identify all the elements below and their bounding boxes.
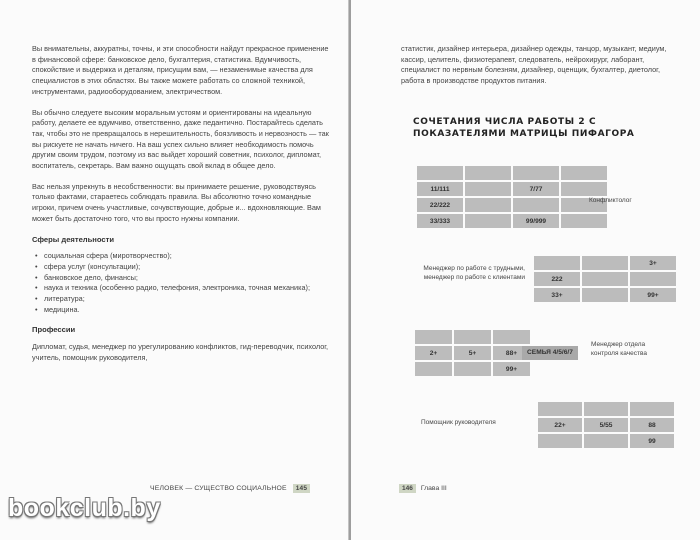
table-cell xyxy=(561,182,607,196)
spheres-list xyxy=(32,251,332,315)
list-item: • социальная сфера (миротворчество); xyxy=(44,251,332,262)
spheres-title: Сферы деятельности xyxy=(32,234,115,244)
table-cell: 5/55 xyxy=(584,418,628,432)
table-cell: 99 xyxy=(630,434,674,448)
table-cell: 99/999 xyxy=(513,214,559,228)
matrix-table-2 xyxy=(532,254,678,304)
table-3-caption: Менеджер отдела контроля качества xyxy=(591,341,647,357)
watermark: bookclub.by xyxy=(8,494,161,522)
table-cell xyxy=(582,288,628,302)
table-cell: 222 xyxy=(534,272,580,286)
page-number: 145 xyxy=(293,484,310,493)
table-cell xyxy=(465,166,511,180)
table-cell: 99+ xyxy=(493,362,530,376)
table-cell xyxy=(582,256,628,270)
table-cell xyxy=(454,330,491,344)
table-cell: 88 xyxy=(630,418,674,432)
table-cell xyxy=(561,166,607,180)
table-cell: 2+ xyxy=(415,346,452,360)
table-cell xyxy=(538,402,582,416)
table-cell: 33+ xyxy=(534,288,580,302)
list-item: • наука и техника (особенно радио, телефония, электроника, точная механика); xyxy=(44,283,332,294)
table-cell: 3+ xyxy=(630,256,676,270)
table-cell xyxy=(513,198,559,212)
left-footer xyxy=(150,484,310,493)
table-cell xyxy=(584,434,628,448)
table-cell xyxy=(534,256,580,270)
table-cell: 22+ xyxy=(538,418,582,432)
table-cell xyxy=(465,182,511,196)
table-cell xyxy=(561,214,607,228)
matrix-table-3 xyxy=(413,328,532,378)
list-item: • медицина. xyxy=(44,305,332,316)
table-cell: 11/111 xyxy=(417,182,463,196)
table-cell: 22/222 xyxy=(417,198,463,212)
table-cell xyxy=(415,362,452,376)
table-cell: 5+ xyxy=(454,346,491,360)
table-cell xyxy=(584,402,628,416)
paragraph-1: Вы внимательны, аккуратны, точны, и эти способности найдут прекрасное применение в финансовой сфере: банковское дело, бухгалтерия, статистика. Вдумчивость, спокойствие и выдержка и деталям, присущим вам, — незаменимые качества для специалистов в этих областях. Вы также можете работать со сложной техникой, инструментами, радиооборудованием, электричеством. xyxy=(32,44,329,96)
table-cell xyxy=(582,272,628,286)
table-cell xyxy=(465,214,511,228)
table-2-caption: Менеджер по работе с трудными, менеджер по работе с клиентами xyxy=(423,265,525,281)
matrix-table-1 xyxy=(415,164,609,230)
table-1-caption: Конфликтолог xyxy=(589,197,632,204)
left-page-body xyxy=(32,44,332,374)
right-footer xyxy=(399,484,447,493)
table-cell xyxy=(513,166,559,180)
table-cell xyxy=(630,272,676,286)
table-cell: 33/333 xyxy=(417,214,463,228)
paragraph-3: Вас нельзя упрекнуть в несобственности: вы принимаете решение, руководствуясь только фактами, стараетесь соблюдать правила. Вы абсолютно точно командные игроки, причем очень участливые, сочувствующие, добрые и... вдохновляющие. Вам может быть достаточно того, что вы просто нужны компании. xyxy=(32,181,321,223)
professions-text: Дипломат, судья, менеджер по урегулированию конфликтов, гид-переводчик, психолог, учитель, помощник руководителя, xyxy=(32,342,329,362)
table-cell: 99+ xyxy=(630,288,676,302)
list-item: • литература; xyxy=(44,294,332,305)
running-head: Глава III xyxy=(420,485,447,492)
page-number: 146 xyxy=(399,484,416,493)
table-4-caption: Помощник руководителя xyxy=(421,419,496,426)
table-cell xyxy=(417,166,463,180)
running-head: ЧЕЛОВЕК — СУЩЕСТВО СОЦИАЛЬНОЕ xyxy=(150,485,287,492)
table-cell xyxy=(493,330,530,344)
list-item: • сфера услуг (консультации); xyxy=(44,262,332,273)
combination-label: СЕМЬЯ 4/5/6/7 xyxy=(522,346,578,360)
table-cell xyxy=(465,198,511,212)
paragraph-2: Вы обычно следуете высоким моральным устоям и ориентированы на идеальную работу, делаете ее вдумчиво, ответственно, даже педантично. Постарайтесь сделать так, чтобы это не превращалось в нерешительность, боязливость и нервозность — так вы рискуете не начать ничего. На ваш успех сильно влияет необходимость помочь другим своим трудом, поэтому из вас выйдет хороший советник, психолог, дипломат, воспитатель, секретарь. Вам важно ощущать свой вклад в общее дело. xyxy=(32,107,329,171)
list-item: • банковское дело, финансы; xyxy=(44,273,332,284)
section-heading: СОЧЕТАНИЯ ЧИСЛА РАБОТЫ 2 С ПОКАЗАТЕЛЯМИ МАТРИЦЫ ПИФАГОРА xyxy=(413,117,635,139)
table-cell xyxy=(630,402,674,416)
table-cell: 7/77 xyxy=(513,182,559,196)
table-cell xyxy=(454,362,491,376)
table-cell xyxy=(415,330,452,344)
professions-title: Профессии xyxy=(32,325,76,335)
continued-text: статистик, дизайнер интерьера, дизайнер одежды, танцор, музыкант, медиум, кассир, целитель, физиотерапевт, следователь, нейрохирург, лаборант, специалист по нервным болезням, дизайнер, оценщик, бухгалтер, диетолог, работа в производстве продуктов питания. xyxy=(401,44,667,86)
table-cell xyxy=(538,434,582,448)
table-cell: 88+ xyxy=(493,346,530,360)
right-page xyxy=(351,0,700,540)
left-page xyxy=(0,0,349,540)
matrix-table-4 xyxy=(536,400,676,450)
